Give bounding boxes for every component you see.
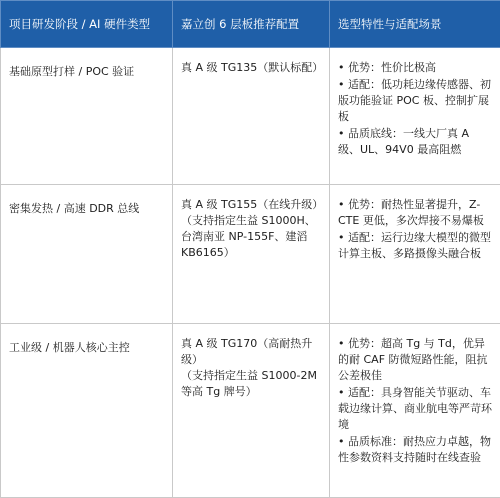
features-list bbox=[338, 60, 492, 158]
feature-item: • 适配：运行边缘大模型的微型计算主板、多路摄像头融合板 bbox=[338, 230, 492, 262]
feature-item: • 优势：耐热性显著提升，Z-CTE 更低，多次焊接不易爆板 bbox=[338, 197, 492, 229]
config-sub: （支持指定生益 S1000-2M 等高 Tg 牌号） bbox=[181, 368, 321, 400]
header-stage: 项目研发阶段 / AI 硬件类型 bbox=[1, 1, 173, 48]
feature-item: • 优势：超高 Tg 与 Td，优异的耐 CAF 防微短路性能，阻抗公差极佳 bbox=[338, 336, 492, 384]
config-cell bbox=[173, 48, 330, 185]
feature-item: • 品质标准：耐热应力卓越，物性参数资料支持随时在线查验 bbox=[338, 434, 492, 466]
config-cell bbox=[173, 324, 330, 498]
features-list bbox=[338, 336, 492, 466]
feature-item: • 适配：具身智能关节驱动、车载边缘计算、商业航电等严苛环境 bbox=[338, 385, 492, 433]
table-row bbox=[1, 324, 500, 498]
feature-item: • 优势：性价比极高 bbox=[338, 60, 492, 76]
table-header-row bbox=[1, 1, 500, 48]
feature-item: • 品质底线：一线大厂真 A 级、UL、94V0 最高阻燃 bbox=[338, 126, 492, 158]
features-cell bbox=[330, 324, 500, 498]
stage-cell: 密集发热 / 高速 DDR 总线 bbox=[1, 185, 173, 324]
header-features: 选型特性与适配场景 bbox=[330, 1, 500, 48]
table-row bbox=[1, 48, 500, 185]
header-config: 嘉立创 6 层板推荐配置 bbox=[173, 1, 330, 48]
config-main: 真 A 级 TG135（默认标配） bbox=[181, 60, 321, 76]
features-cell bbox=[330, 185, 500, 324]
feature-item: • 适配：低功耗边缘传感器、初版功能验证 POC 板、控制扩展板 bbox=[338, 77, 492, 125]
config-sub: （支持指定生益 S1000H、台湾南亚 NP-155F、建滔 KB6165） bbox=[181, 213, 321, 261]
table-row bbox=[1, 185, 500, 324]
config-cell bbox=[173, 185, 330, 324]
features-list bbox=[338, 197, 492, 262]
config-main: 真 A 级 TG155（在线升级） bbox=[181, 197, 321, 213]
config-main: 真 A 级 TG170（高耐热升级） bbox=[181, 336, 321, 368]
stage-cell: 工业级 / 机器人核心主控 bbox=[1, 324, 173, 498]
features-cell bbox=[330, 48, 500, 185]
stage-cell: 基础原型打样 / POC 验证 bbox=[1, 48, 173, 185]
